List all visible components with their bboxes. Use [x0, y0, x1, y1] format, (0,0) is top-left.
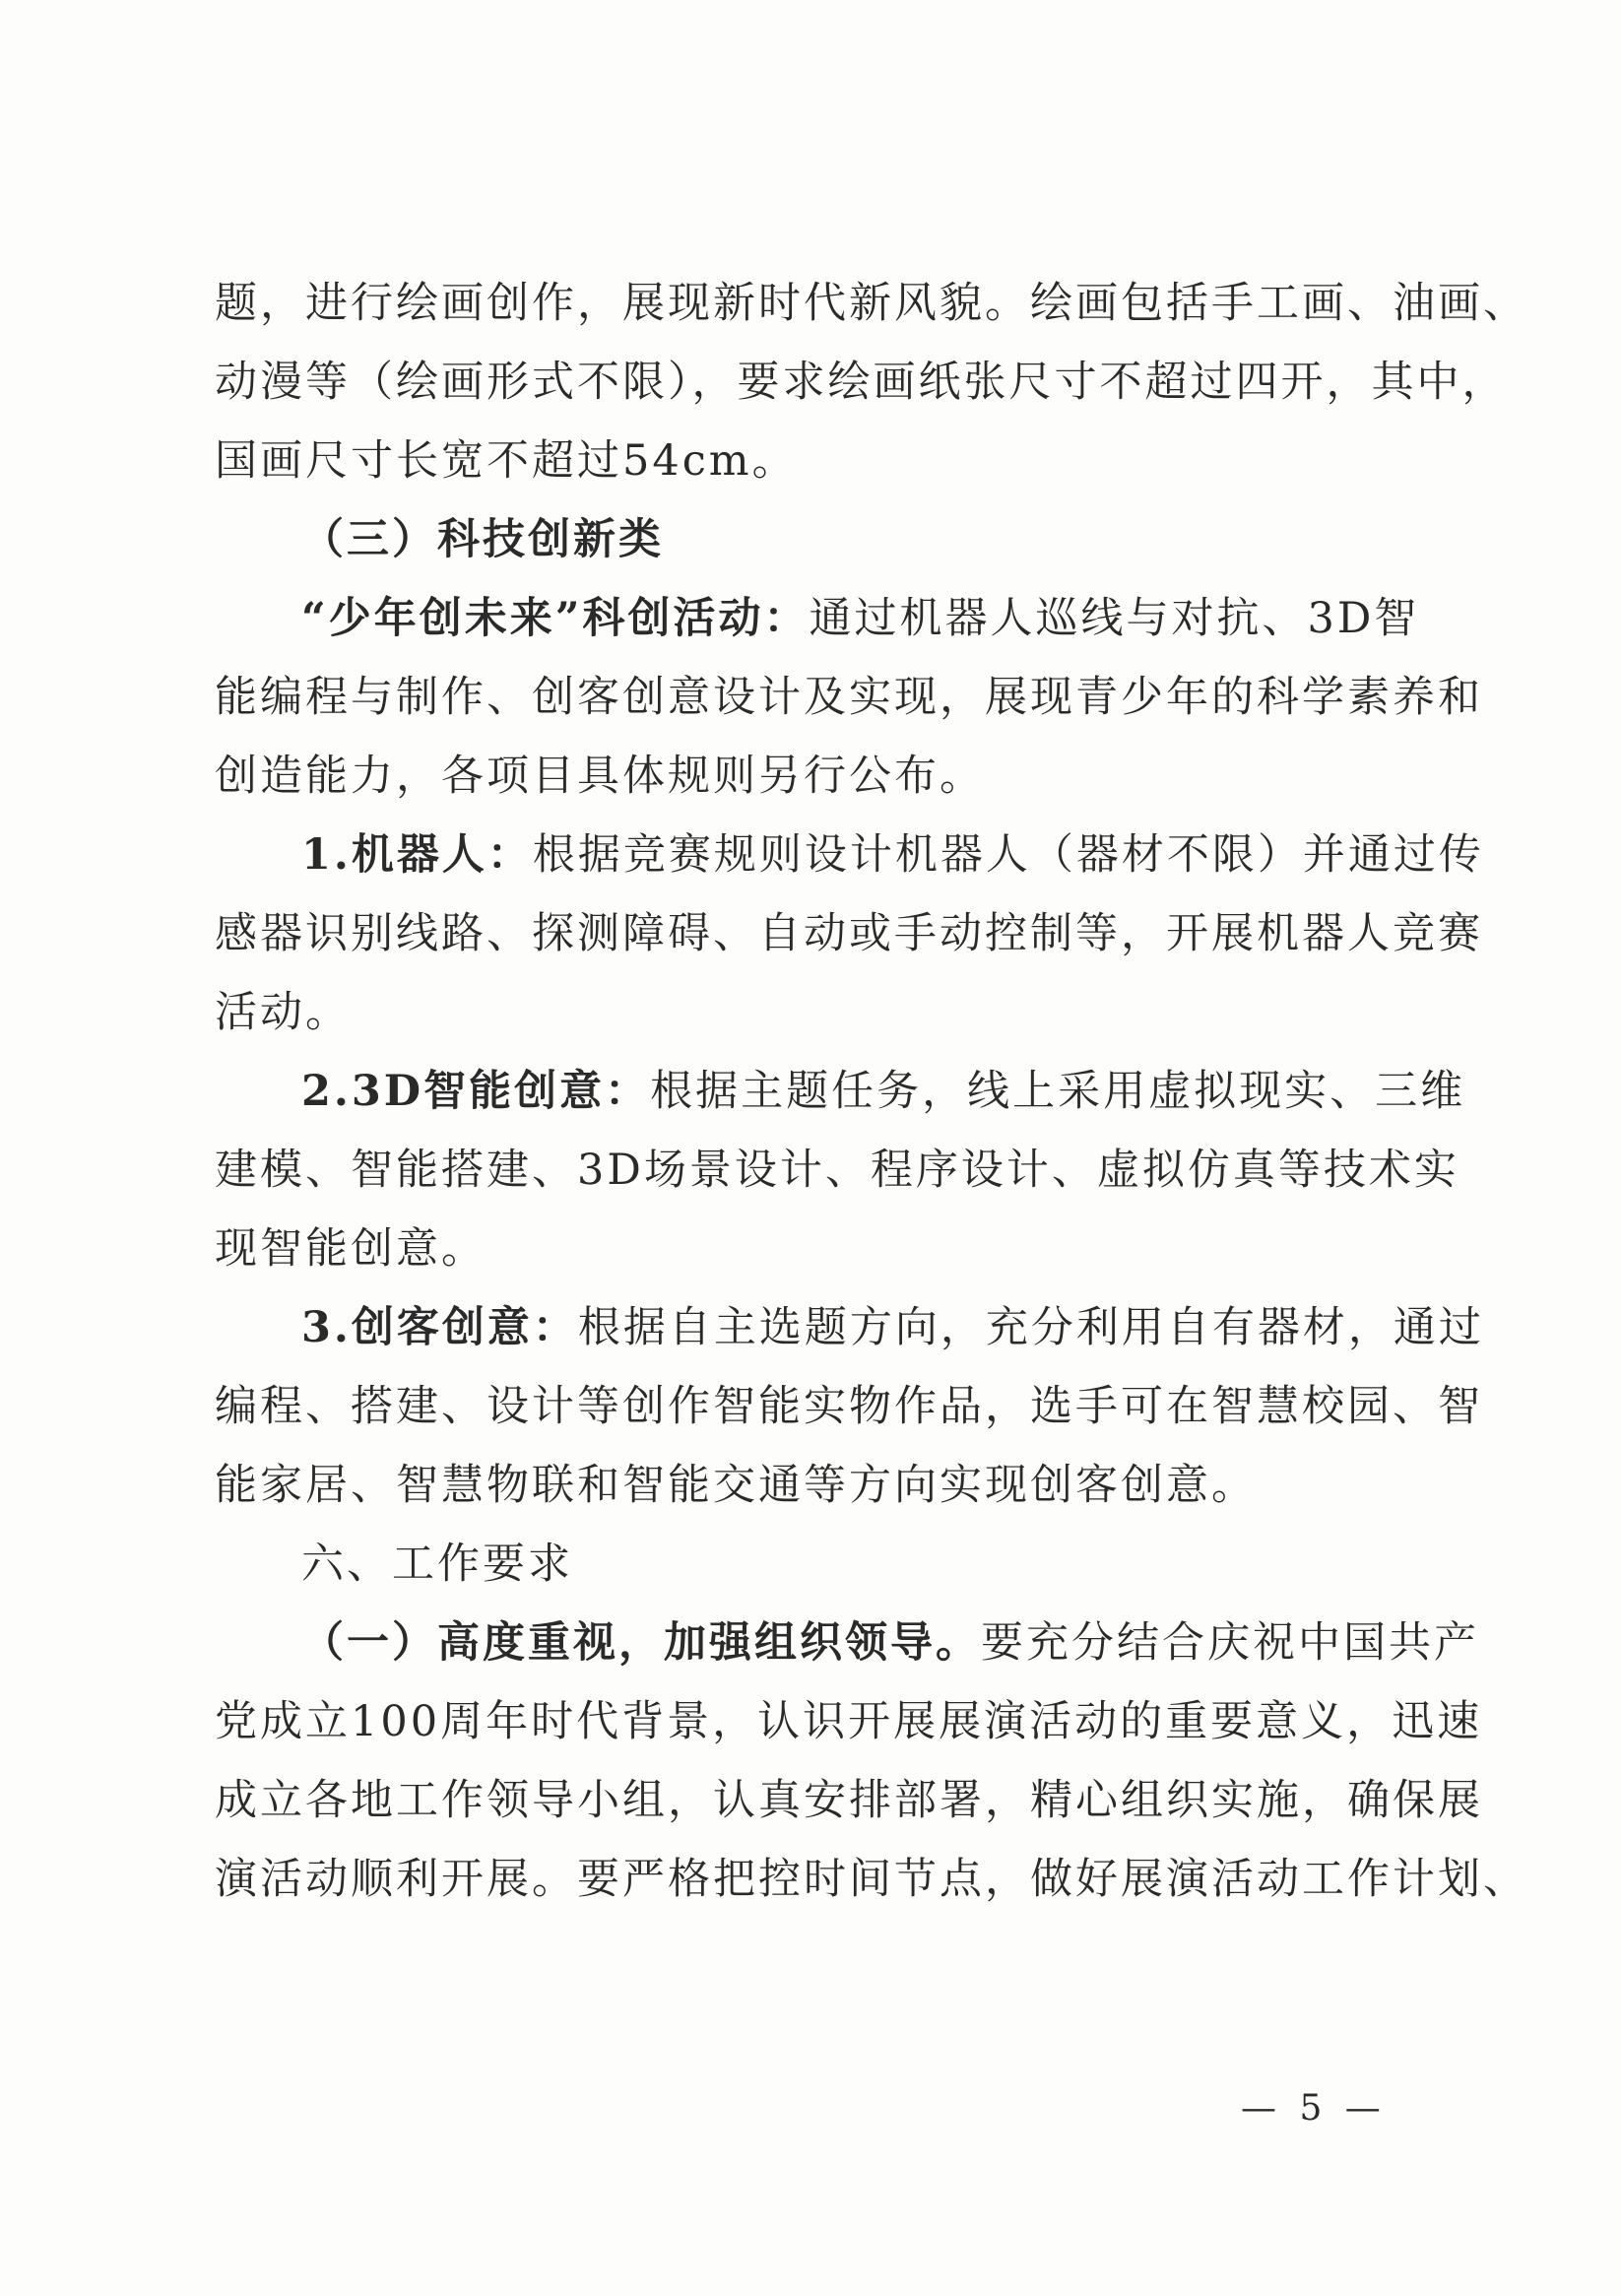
- text-line: [215, 973, 1420, 1052]
- text-segment: 建模、智能搭建、3D场景设计、程序设计、虚拟仿真等技术实: [215, 1146, 1459, 1195]
- text-line: [215, 737, 1420, 816]
- text-line: [215, 1210, 1420, 1288]
- text-segment: 国画尺寸长宽不超过54cm。: [215, 436, 798, 486]
- text-line: [215, 422, 1420, 500]
- text-segment: 要充分结合庆祝中国共产: [981, 1618, 1479, 1668]
- text-line: [215, 658, 1483, 737]
- text-line: [215, 1288, 1484, 1367]
- text-line: [215, 1525, 1420, 1604]
- text-segment: 成立各地工作领导小组，认真安排部署，精心组织实施，确保展: [215, 1776, 1483, 1825]
- text-line: [215, 1761, 1483, 1840]
- text-line: [215, 1367, 1483, 1446]
- body-text: [215, 264, 1528, 1919]
- text-line: [215, 1446, 1420, 1525]
- bold-text-segment: （三）科技创新类: [301, 515, 664, 564]
- text-segment: 编程、搭建、设计等创作智能实物作品，选手可在智慧校园、智: [215, 1382, 1483, 1431]
- text-line: [215, 579, 1420, 658]
- text-segment: 动漫等（绘画形式不限），要求绘画纸张尺寸不超过四开，其中，: [215, 358, 1508, 407]
- text-segment: 能家居、智慧物联和智能交通等方向实现创客创意。: [215, 1461, 1257, 1510]
- page-number: — 5 —: [1241, 2088, 1387, 2129]
- text-segment: 能编程与制作、创客创意设计及实现，展现青少年的科学素养和: [215, 673, 1483, 722]
- text-line: [215, 894, 1483, 973]
- text-segment: 党成立100周年时代背景，认识开展展演活动的重要意义，迅速: [215, 1697, 1483, 1746]
- text-segment: 根据竞赛规则设计机器人（器材不限）并通过传: [532, 830, 1484, 880]
- text-line: [215, 1682, 1483, 1761]
- text-segment: 演活动顺利开展。要严格把控时间节点，做好展演活动工作计划、: [215, 1855, 1528, 1904]
- bold-text-segment: （一）高度重视，加强组织领导。: [301, 1618, 981, 1668]
- text-line: [215, 1052, 1466, 1131]
- text-segment: 创造能力，各项目具体规则另行公布。: [215, 752, 985, 801]
- text-segment: 通过机器人巡线与对抗、3D智: [809, 594, 1420, 643]
- text-line: [215, 816, 1484, 894]
- text-segment: 根据自主选题方向，充分利用自有器材，通过: [577, 1303, 1484, 1352]
- text-segment: 现智能创意。: [215, 1224, 486, 1274]
- text-line: [215, 343, 1508, 422]
- text-line: [215, 1131, 1459, 1210]
- text-segment: 根据主题任务，线上采用虚拟现实、三维: [650, 1067, 1466, 1116]
- text-line: [215, 1840, 1528, 1919]
- text-segment: 活动。: [215, 988, 351, 1037]
- bold-text-segment: “少年创未来”科创活动：: [301, 594, 810, 643]
- bold-text-segment: 2.3D智能创意：: [301, 1067, 651, 1116]
- text-line: [215, 264, 1528, 343]
- text-segment: 感器识别线路、探测障碍、自动或手动控制等，开展机器人竞赛: [215, 909, 1483, 958]
- text-segment: 六、工作要求: [301, 1540, 573, 1589]
- bold-text-segment: 1.机器人：: [301, 830, 533, 880]
- bold-text-segment: 3.创客创意：: [301, 1303, 578, 1352]
- text-segment: 题，进行绘画创作，展现新时代新风貌。绘画包括手工画、油画、: [215, 279, 1528, 328]
- text-line: [215, 500, 1420, 579]
- text-line: [215, 1604, 1479, 1682]
